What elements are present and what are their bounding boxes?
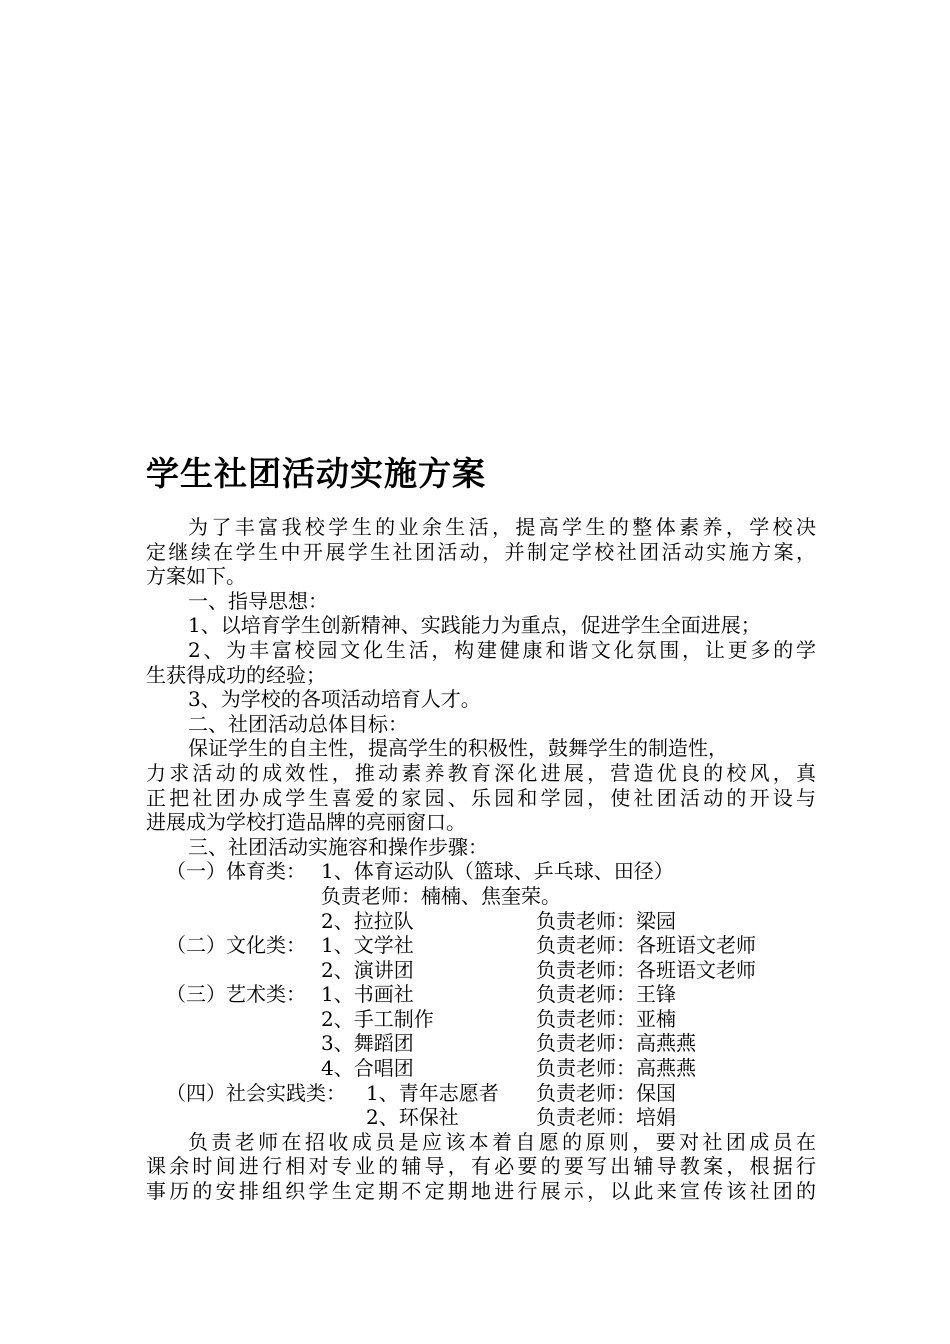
section-heading: 三、社团活动实施容和操作步骤： — [188, 834, 488, 859]
closing-line: 事历的安排组织学生定期不定期地进行展示，以此来宣传该社团的 — [146, 1179, 816, 1204]
club-row — [146, 1031, 816, 1056]
club-teacher: 负责老师：高燕燕 — [536, 1031, 696, 1056]
document-body — [146, 515, 816, 1204]
intro-line: 方案如下。 — [146, 564, 246, 589]
club-name: 3、舞蹈团 — [321, 1031, 414, 1056]
club-name: 2、演讲团 — [321, 957, 414, 982]
club-row — [146, 1007, 816, 1032]
club-name: 负责老师：楠楠、焦奎荣。 — [321, 883, 561, 908]
section-item: 2、为丰富校园文化生活，构建健康和谐文化氛围，让更多的学 — [188, 637, 816, 662]
club-name: 1、文学社 — [321, 933, 414, 958]
club-row — [146, 909, 816, 934]
section-paragraph-line: 正把社团办成学生喜爱的家园、乐园和学园，使社团活动的开设与 — [146, 785, 816, 810]
club-teacher: 负责老师：培娟 — [536, 1105, 676, 1130]
club-name: 1、体育运动队（篮球、乒乓球、田径） — [321, 859, 674, 884]
club-teacher: 负责老师：各班语文老师 — [536, 957, 756, 982]
section-heading: 一、指导思想： — [188, 588, 328, 613]
club-row — [146, 1081, 816, 1106]
club-name: 2、拉拉队 — [321, 908, 414, 933]
club-teacher: 负责老师：保国 — [536, 1080, 676, 1105]
club-name: 2、手工制作 — [321, 1006, 434, 1031]
club-teacher: 负责老师：王锋 — [536, 982, 676, 1007]
closing-line: 负责老师在招收成员是应该本着自愿的原则，要对社团成员在 — [188, 1129, 816, 1154]
section-paragraph-line: 保证学生的自主性，提高学生的积极性，鼓舞学生的制造性， — [188, 736, 728, 761]
club-row — [146, 958, 816, 983]
club-category: （二）文化类： — [166, 933, 306, 958]
club-row — [146, 1105, 816, 1130]
club-category: （四）社会实践类： — [166, 1080, 346, 1105]
section-paragraph-line: 进展成为学校打造品牌的亮丽窗口。 — [146, 810, 466, 835]
section-paragraph-line: 力求活动的成效性，推动素养教育深化进展，营造优良的校风，真 — [146, 760, 816, 785]
club-row — [146, 982, 816, 1007]
section-item: 1、以培育学生创新精神、实践能力为重点，促进学生全面进展； — [188, 613, 761, 638]
club-teacher: 负责老师：高燕燕 — [536, 1056, 696, 1081]
club-teacher: 负责老师：亚楠 — [536, 1006, 676, 1031]
club-name: 4、合唱团 — [321, 1056, 414, 1081]
document-title: 学生社团活动实施方案 — [146, 454, 486, 493]
club-row — [146, 933, 816, 958]
intro-line: 为了丰富我校学生的业余生活，提高学生的整体素养，学校决 — [188, 515, 816, 539]
club-category: （一）体育类： — [166, 859, 306, 884]
club-teacher: 负责老师：各班语文老师 — [536, 933, 756, 958]
section-heading: 二、社团活动总体目标： — [188, 711, 408, 736]
club-row — [146, 1056, 816, 1081]
section-item-continued: 生获得成功的经验； — [146, 662, 326, 687]
club-name: 1、书画社 — [321, 982, 414, 1007]
club-row — [146, 859, 816, 884]
club-category: （三）艺术类： — [166, 982, 306, 1007]
section-item: 3、为学校的各项活动培育人才。 — [188, 687, 481, 712]
club-name: 2、环保社 — [366, 1105, 459, 1130]
club-teacher: 负责老师：梁园 — [536, 908, 676, 933]
intro-line: 定继续在学生中开展学生社团活动，并制定学校社团活动实施方案， — [146, 539, 816, 564]
club-row — [146, 884, 816, 909]
club-name: 1、青年志愿者 — [366, 1080, 499, 1105]
closing-line: 课余时间进行相对专业的辅导，有必要的要写出辅导教案，根据行 — [146, 1154, 816, 1179]
